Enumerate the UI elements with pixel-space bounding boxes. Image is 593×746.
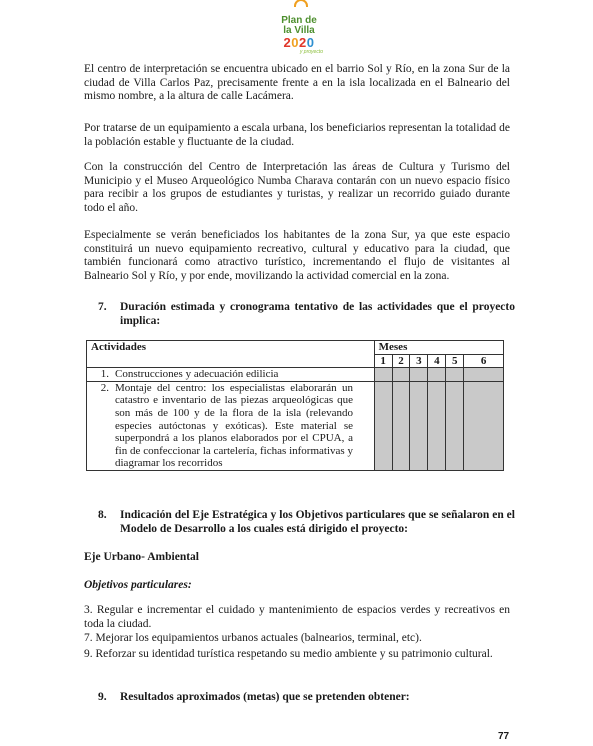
table-row <box>87 381 504 470</box>
month-header: 6 <box>464 354 504 368</box>
plan-de-la-villa-logo <box>271 2 327 54</box>
objective-item: 7. Mejorar los equipamientos urbanos actuales (balnearios, terminal, etc). <box>84 632 422 644</box>
month-cell-filled <box>374 381 392 470</box>
month-cell-filled <box>428 381 446 470</box>
month-cell-filled <box>392 381 410 470</box>
paragraph-construction: Con la construcción del Centro de Interpretación las áreas de Cultura y Turismo del Municipio y el Museo Arqueológico Numba Charava contarán con un nuevo espacio físico para recibir a los grupos de estudiantes y turistas, y realizar un recorrido guiado durante todo el año. <box>84 161 510 214</box>
month-cell-filled <box>446 368 464 382</box>
logo-year: 2020 <box>283 35 315 50</box>
activity-cell: 1. Construcciones y adecuación edilicia <box>87 368 375 382</box>
page-number: 77 <box>498 731 510 742</box>
month-cell-filled <box>392 368 410 382</box>
objective-item: 9. Reforzar su identidad turística respetando su medio ambiente y su patrimonio cultural. <box>84 648 493 660</box>
logo-tagline: y proyecto <box>299 49 323 55</box>
col-activities-header: Actividades <box>87 341 375 368</box>
month-cell-filled <box>374 368 392 382</box>
month-cell-filled <box>446 381 464 470</box>
activity-cell: 2. Montaje del centro: los especialistas elaborarán un catastro e inventario de las piezas arqueológicas que son más de 100 y de la flora de la isla (relevando especies autóctonas y exóticas). Este material se superpondrá a los planos elaborados por el CPUA, a fin de confeccionar la cartelería, fichas informativas y diagramar los recorridos <box>87 381 375 470</box>
sun-icon <box>294 0 308 7</box>
table-row <box>87 368 504 382</box>
month-header: 2 <box>392 354 410 368</box>
section8-heading: 8. Indicación del Eje Estratégica y los Objetivos particulares que se señalaron en el Modelo de Desarrollo a los cuales está dirigido el proyecto: <box>98 509 515 535</box>
month-cell-filled <box>464 368 504 382</box>
logo-line2: la Villa <box>283 25 315 36</box>
objective-item: 3. Regular e incrementar el cuidado y mantenimiento de espacios verdes y recreativos en toda la ciudad. <box>84 604 510 630</box>
objetivos-title: Objetivos particulares: <box>84 579 192 591</box>
schedule-table <box>86 340 504 471</box>
month-cell-filled <box>428 368 446 382</box>
eje-title: Eje Urbano- Ambiental <box>84 551 199 563</box>
month-cell-filled <box>410 368 428 382</box>
month-header: 5 <box>446 354 464 368</box>
month-header: 4 <box>428 354 446 368</box>
col-months-header: Meses <box>374 341 503 355</box>
month-cell-filled <box>410 381 428 470</box>
paragraph-south-zone: Especialmente se verán beneficiados los habitantes de la zona Sur, ya que este espacio constituirá un nuevo equipamiento recreativo, cultural y educativo para la ciudad, que también funcionará como atractivo turístico, incrementando el flujo de visitantes al Balneario Sol y Río, y por ende, movilizando la actividad comercial en la zona. <box>84 229 510 282</box>
paragraph-location: El centro de interpretación se encuentra ubicado en el barrio Sol y Río, en la zona Sur de la ciudad de Villa Carlos Paz, precisamente frente a en la isla localizada en el Balneario del mismo nombre, a la altura de calle Lacámera. <box>84 63 510 103</box>
section9-heading: 9. Resultados aproximados (metas) que se pretenden obtener: <box>98 691 410 703</box>
month-header: 3 <box>410 354 428 368</box>
paragraph-beneficiaries: Por tratarse de un equipamiento a escala urbana, los beneficiarios representan la totalidad de la población estable y fluctuante de la ciudad. <box>84 122 510 148</box>
section7-heading: 7. Duración estimada y cronograma tentativo de las actividades que el proyecto implica: <box>98 301 515 327</box>
month-header: 1 <box>374 354 392 368</box>
logo-line1: Plan de <box>281 15 317 26</box>
month-cell-filled <box>464 381 504 470</box>
